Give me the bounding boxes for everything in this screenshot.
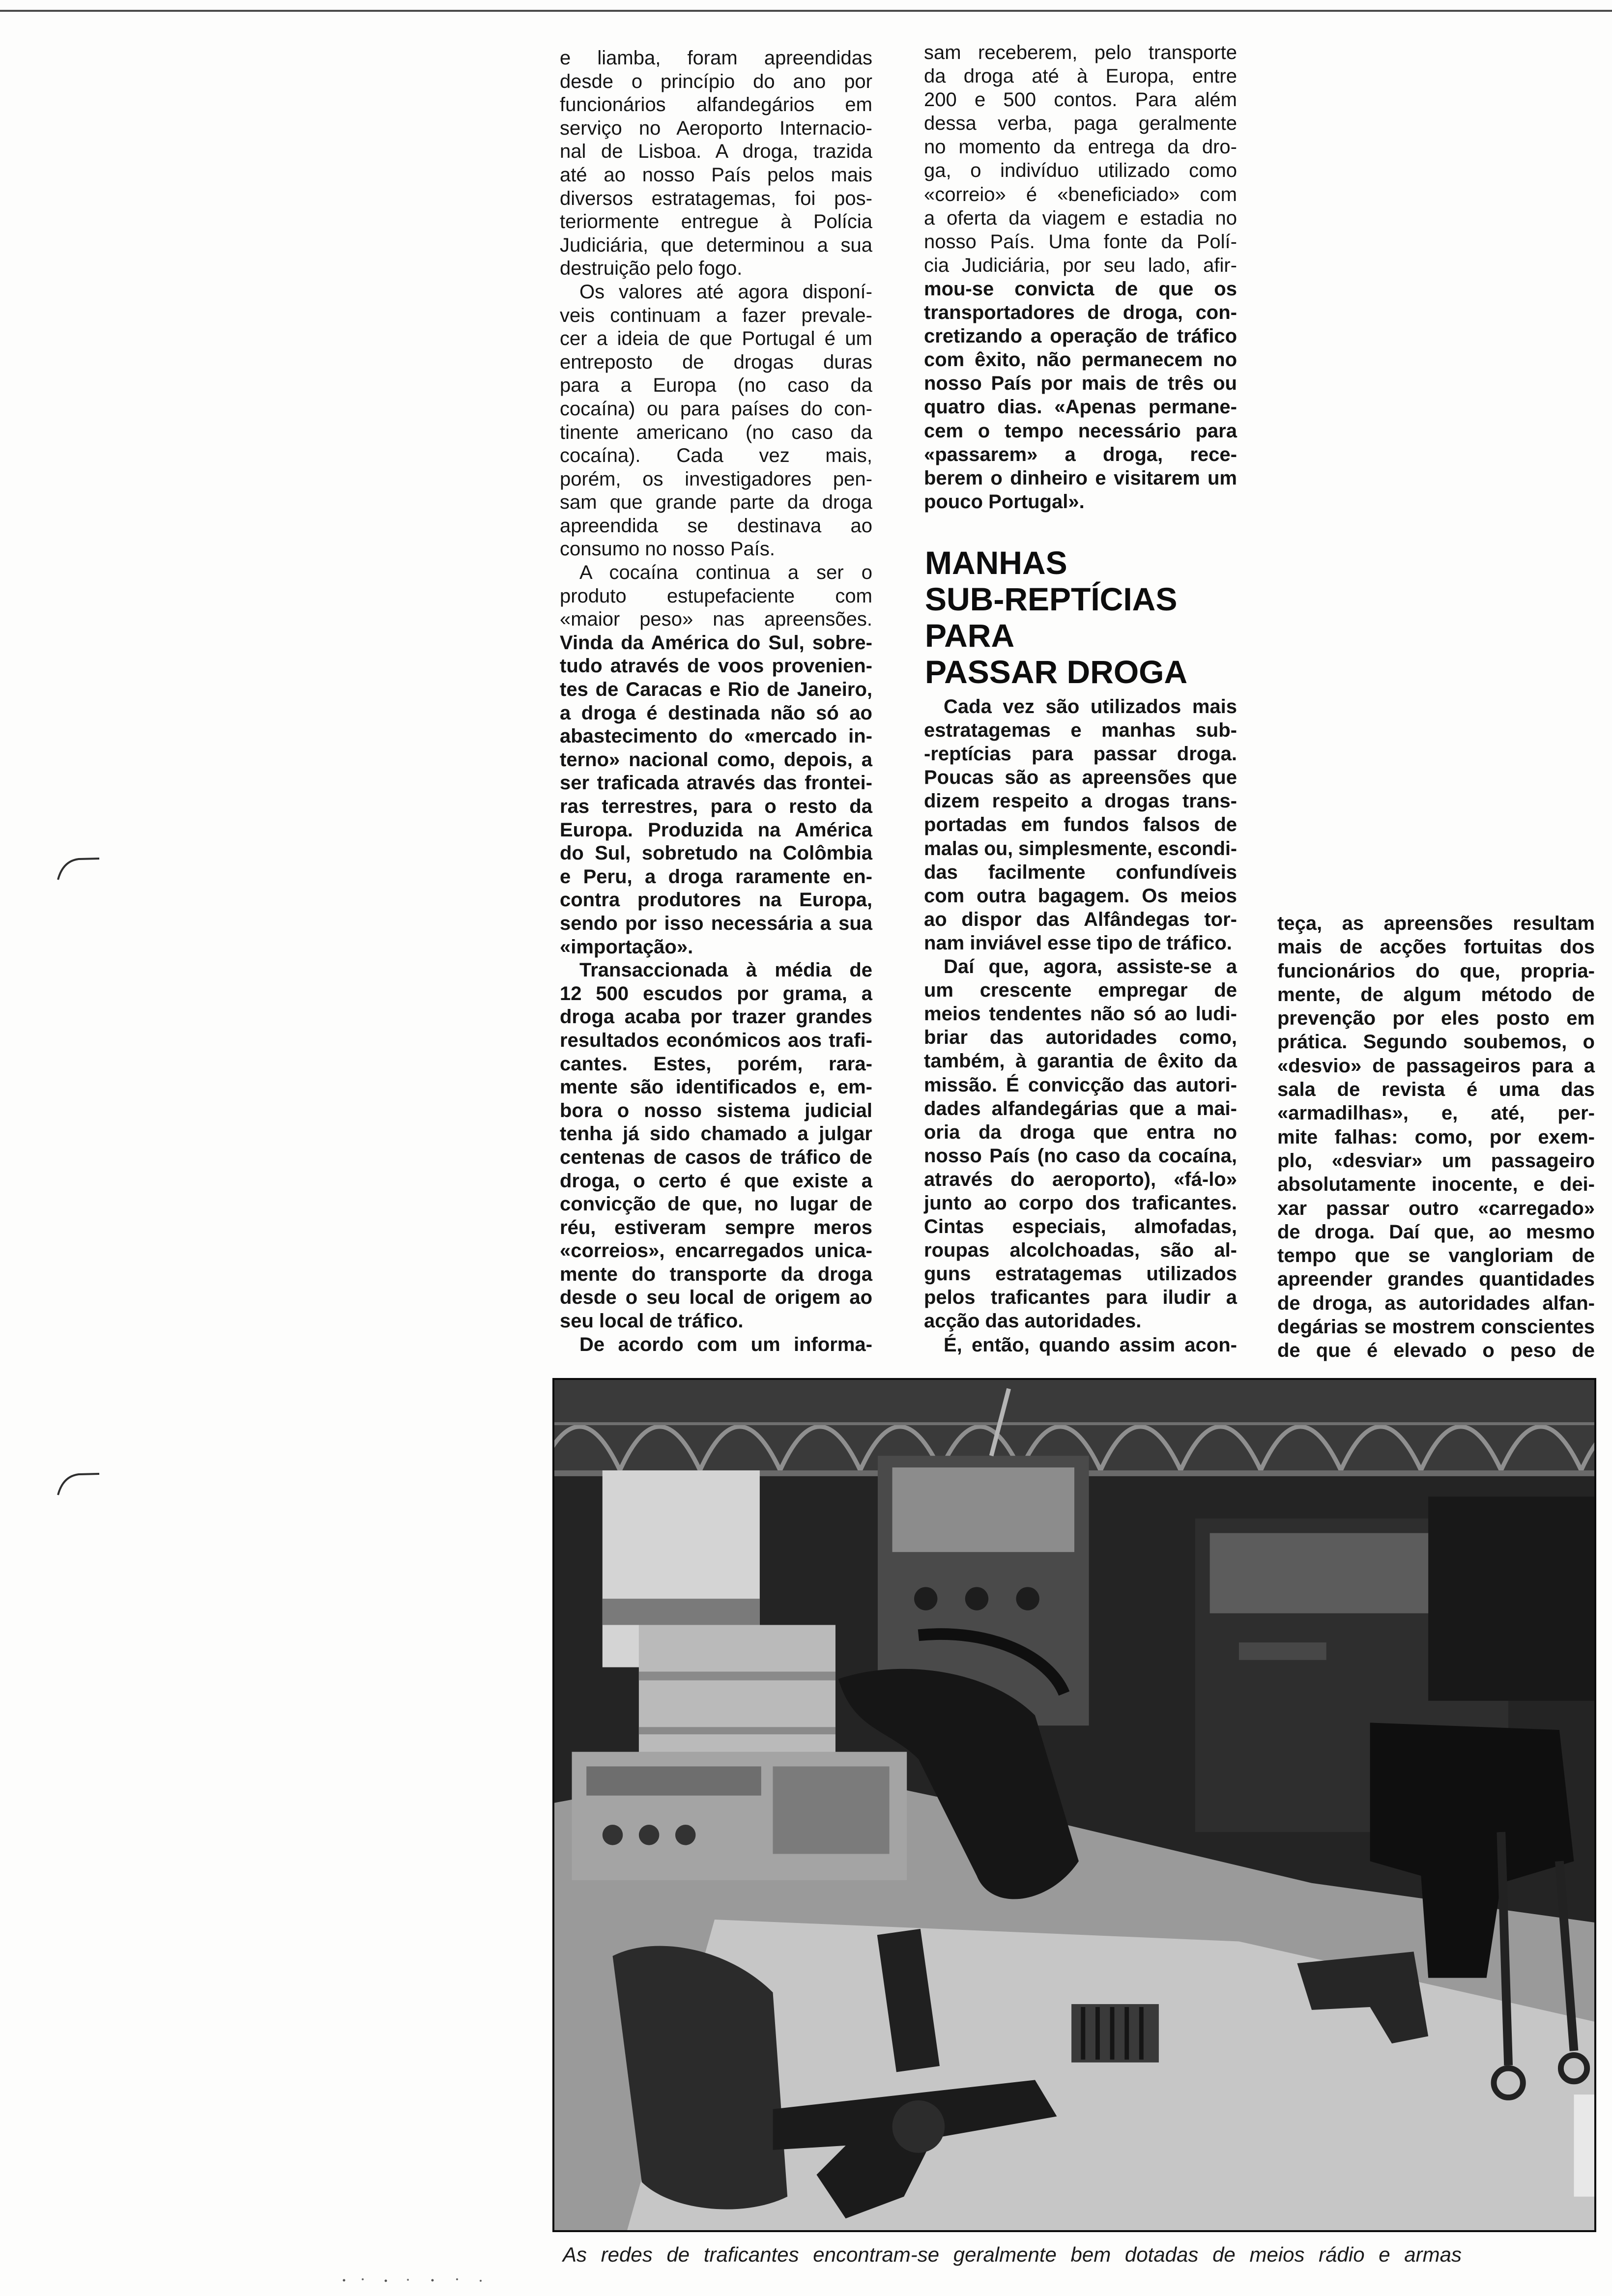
text-line-content: transportadores de droga, con- [924, 302, 1237, 324]
text-line-content: 200 e 500 contos. Para além [924, 89, 1237, 111]
text-line [924, 348, 1237, 372]
text-line [560, 93, 872, 117]
text-line [560, 1122, 872, 1146]
text-line-content: dizem respeito a drogas trans- [924, 790, 1237, 812]
text-line-content: e Peru, a droga raramente en- [560, 865, 872, 888]
text-line-content: ga, o indivíduo utilizado como [924, 160, 1237, 182]
text-line [560, 351, 872, 374]
text-line [1277, 983, 1595, 1006]
text-line [924, 1333, 1237, 1357]
text-line-content: De acordo com um informa- [579, 1333, 872, 1355]
text-line-content: plo, «desviar» um passageiro [1277, 1149, 1595, 1172]
text-line [924, 931, 1237, 955]
photo-caption-row [563, 2242, 1462, 2267]
text-line [560, 1029, 872, 1053]
text-line [560, 1170, 872, 1193]
text-line-content: desde o seu local de origem ao [560, 1287, 872, 1309]
text-line-content: de droga. Daí que, ao mesmo [1277, 1221, 1595, 1243]
text-line-content: xar passar outro «carregado» [1277, 1197, 1595, 1219]
text-line [560, 70, 872, 94]
text-line [924, 159, 1237, 182]
text-line-content: ao dispor das Alfândegas tor- [924, 908, 1237, 930]
text-line [924, 861, 1237, 884]
text-line-content: «correios», encarregados unica- [560, 1240, 872, 1262]
text-line-content: cantes. Estes, porém, rara- [560, 1053, 872, 1075]
text-line-content: cocaína). Cada vez mais, [560, 445, 872, 467]
text-line-content: 12 500 escudos por grama, a [560, 982, 872, 1004]
text-line [924, 1120, 1237, 1144]
text-line [560, 538, 872, 561]
ammunition-clip [1071, 2004, 1159, 2063]
text-line-content: centenas de casos de tráfico de [560, 1146, 872, 1168]
text-line [560, 819, 872, 842]
text-line [924, 324, 1237, 348]
text-line [1277, 1244, 1595, 1267]
text-line [924, 254, 1237, 277]
text-line [924, 813, 1237, 836]
text-line-content: produto estupefaciente com [560, 585, 872, 607]
text-line [924, 277, 1237, 301]
text-line [560, 655, 872, 678]
text-line-content: tudo através de voos provenien- [560, 655, 872, 677]
text-line-content: -reptícias para passar droga. [924, 743, 1237, 765]
text-line-content: seu local de tráfico. [560, 1310, 744, 1332]
text-line-content: portadas em fundos falsos de [924, 814, 1237, 836]
text-line [924, 490, 1237, 514]
text-line-content: consumo no nosso País. [560, 538, 776, 560]
text-line [560, 117, 872, 141]
text-line [924, 1026, 1237, 1049]
text-line-content: desde o princípio do ano por [560, 70, 872, 92]
text-line [924, 112, 1237, 135]
text-line-content: meios tendentes não só ao ludi- [924, 1003, 1237, 1025]
text-line [924, 1097, 1237, 1120]
text-line-content: nosso País (no caso da cocaína, [924, 1145, 1237, 1167]
text-line [560, 491, 872, 515]
text-line [560, 631, 872, 655]
text-line-content: cer a ideia de que Portugal é um [560, 328, 872, 350]
text-line [924, 789, 1237, 813]
headline-line: SUB-REPTÍCIAS [925, 581, 1178, 617]
text-line-content: sam que grande parte da droga [560, 491, 872, 514]
text-line [924, 1262, 1237, 1286]
text-line-content: Cintas especiais, almofadas, [924, 1216, 1237, 1238]
text-line [924, 742, 1237, 766]
text-line [1277, 1006, 1595, 1030]
text-line [560, 1146, 872, 1170]
text-line [924, 908, 1237, 931]
text-line [924, 1309, 1237, 1333]
text-line-content: acção das autoridades. [924, 1310, 1142, 1332]
text-line [1277, 1054, 1595, 1078]
text-line-content: briar das autoridades como, [924, 1027, 1237, 1049]
text-line-content: tempo que se vangloriam de [1277, 1245, 1595, 1267]
text-line-content: nosso País. Uma fonte da Polí- [924, 230, 1237, 253]
text-line-content: roupas alcolchoadas, são al- [924, 1239, 1237, 1262]
text-line [560, 210, 872, 234]
text-line [560, 865, 872, 889]
text-line-content: mou-se convicta de que os [924, 278, 1237, 300]
text-line [560, 1286, 872, 1310]
text-line-content: nosso País por mais de três ou [924, 373, 1237, 395]
article-column-2-top [924, 41, 1237, 514]
text-line-content: guns estratagemas utilizados [924, 1263, 1237, 1285]
headline-line: PARA [925, 617, 1015, 654]
text-line-content: Transaccionada à média de [579, 959, 872, 981]
text-line-content: droga acaba por trazer grandes [560, 1006, 872, 1028]
text-line-content: serviço no Aeroporto Internacio- [560, 117, 872, 139]
text-line [560, 1193, 872, 1216]
text-line-content: terno» nacional como, depois, a [560, 748, 872, 771]
text-line-content: Vinda da América do Sul, sobre- [560, 631, 872, 654]
control-panel [572, 1752, 907, 1880]
text-line-content: dessa verba, paga geralmente [924, 113, 1237, 135]
text-line-content: Judiciária, que determinou a sua [560, 234, 872, 256]
text-line [560, 959, 872, 982]
text-line-content: com outra bagagem. Os meios [924, 885, 1237, 907]
text-line [1277, 959, 1595, 983]
text-line-content: pouco Portugal». [924, 490, 1085, 513]
text-line-content: Europa. Produzida na América [560, 819, 872, 841]
text-line [560, 702, 872, 725]
text-line [1277, 1101, 1595, 1125]
text-line [924, 466, 1237, 490]
text-line-content: mente, de algum método de [1277, 983, 1595, 1005]
article-column-3 [1277, 912, 1595, 1363]
text-line-content: absolutamente inocente, e dei- [1277, 1174, 1595, 1196]
text-line [1277, 1030, 1595, 1054]
text-line [560, 842, 872, 865]
text-line-content: entreposto de drogas duras [560, 351, 872, 373]
text-line-content: Daí que, agora, assiste-se a [944, 956, 1237, 978]
text-line [924, 1002, 1237, 1026]
text-line-content: tes de Caracas e Rio de Janeiro, [560, 679, 872, 701]
text-line-content: droga, o certo é que existe a [560, 1170, 872, 1192]
text-line-content: ras terrestres, para o resto da [560, 796, 872, 817]
section-headline [925, 545, 1187, 690]
news-photo [552, 1378, 1596, 2232]
text-line [1277, 1267, 1595, 1291]
text-line-content: quatro dias. «Apenas permane- [924, 396, 1237, 418]
headline-line: PASSAR DROGA [925, 654, 1188, 690]
text-line-content: réu, estiveram sempre meros [560, 1216, 872, 1238]
text-line-content: mais de acções fortuitas dos [1277, 936, 1595, 958]
text-line [560, 1216, 872, 1240]
text-line [560, 421, 872, 445]
text-line [560, 187, 872, 211]
text-line-content: também, à garantia de êxito da [924, 1050, 1237, 1072]
text-line-content: convicção de que, no lugar de [560, 1193, 872, 1215]
text-line [924, 718, 1237, 742]
text-line [560, 1263, 872, 1287]
text-line-content: «correio» é «beneficiado» com [924, 183, 1237, 205]
text-line [924, 183, 1237, 206]
text-line [560, 725, 872, 748]
text-line-content: resultados económicos aos trafi- [560, 1029, 872, 1051]
text-line-content: no momento da entrega da dro- [924, 136, 1237, 158]
text-line [924, 230, 1237, 254]
text-line [1277, 1197, 1595, 1220]
text-line-content: missão. É convicção das autori- [924, 1074, 1237, 1096]
text-line [560, 561, 872, 585]
article-column-2-bottom [924, 695, 1237, 1357]
text-line-content: veis continuam a fazer prevale- [560, 304, 872, 326]
text-line [1277, 1149, 1595, 1173]
text-line [560, 515, 872, 538]
text-line [560, 608, 872, 631]
text-line-content: destruição pelo fogo. [560, 258, 743, 280]
text-line [1277, 1315, 1595, 1339]
photo-image [554, 1380, 1594, 2230]
text-line-content: cretizando a operação de tráfico [924, 325, 1237, 347]
text-line-content: tenha já sido chamado a julgar [560, 1123, 872, 1145]
text-line [560, 1005, 872, 1029]
text-line-content: a droga é destinada não só ao [560, 702, 872, 724]
page-top-rule [0, 10, 1612, 12]
text-line [924, 372, 1237, 395]
text-line [560, 234, 872, 258]
text-line [924, 1286, 1237, 1309]
text-line [560, 1053, 872, 1076]
text-line [924, 955, 1237, 978]
text-line-content: um crescente empregar de [924, 979, 1237, 1002]
text-line-content: mente são identificados e, em- [560, 1076, 872, 1098]
text-line [924, 766, 1237, 789]
text-line-content: sam receberem, pelo transporte [924, 42, 1237, 63]
text-line [560, 982, 872, 1006]
text-line-content: cocaína) ou para países do con- [560, 398, 872, 420]
text-line [560, 1239, 872, 1263]
text-line-content: com êxito, não permanecem no [924, 349, 1237, 371]
text-line [1277, 1078, 1595, 1101]
text-line [560, 444, 872, 468]
text-line [924, 41, 1237, 64]
text-line-content: para a Europa (no caso da [560, 374, 872, 397]
text-line-content: do Sul, sobretudo na Colômbia [560, 842, 872, 864]
text-line-content: das facilmente confundíveis [924, 861, 1237, 883]
text-line-content: «maior peso» nas apreensões. [560, 608, 872, 631]
text-line-content: É, então, quando assim acon- [944, 1334, 1237, 1356]
text-line-content: berem o dinheiro e visitarem um [924, 467, 1237, 489]
text-line-content: contra produtores na Europa, [560, 889, 872, 911]
text-line [560, 47, 872, 70]
text-line [924, 301, 1237, 324]
text-line [924, 395, 1237, 419]
text-line-content: da droga até à Europa, entre [924, 65, 1237, 87]
text-line-content: dades alfandegárias que a mai- [924, 1097, 1237, 1119]
text-line [560, 1333, 872, 1357]
text-line-content: mite falhas: como, por exem- [1277, 1126, 1595, 1148]
text-line [560, 1076, 872, 1099]
margin-mark [55, 1469, 102, 1499]
text-line [924, 1073, 1237, 1097]
text-line [924, 884, 1237, 908]
text-line-content: diversos estratagemas, foi pos- [560, 187, 872, 209]
text-line-content: ser traficada através das frontei- [560, 772, 872, 794]
text-line [924, 1238, 1237, 1262]
text-line-content: mente do transporte da droga [560, 1263, 872, 1285]
text-line [560, 1310, 872, 1333]
text-line [924, 837, 1237, 861]
text-line-content: oria da droga que entra no [924, 1121, 1237, 1143]
text-line [924, 1168, 1237, 1191]
text-line [924, 1049, 1237, 1073]
text-line [560, 795, 872, 819]
text-line [560, 748, 872, 772]
text-line [560, 257, 872, 281]
text-line [560, 1099, 872, 1123]
text-line-content: degárias se mostrem conscientes [1277, 1316, 1595, 1338]
photo-caption: As redes de traficantes encontram-se geralmente bem dotadas de meios rádio e armas [563, 2243, 1462, 2266]
text-line-content: Poucas são as apreensões que [924, 767, 1237, 789]
text-line [560, 140, 872, 164]
text-line-content: prevenção por eles posto em [1277, 1007, 1595, 1030]
text-line-content: de que é elevado o peso de [1277, 1340, 1595, 1362]
text-line [560, 912, 872, 936]
text-line [924, 1191, 1237, 1215]
text-line [1277, 912, 1595, 935]
text-line [560, 772, 872, 795]
text-line [560, 281, 872, 304]
text-line-content: apreender grandes quantidades [1277, 1268, 1595, 1291]
text-line-content: junto ao corpo dos traficantes. [924, 1192, 1237, 1214]
text-line-content: nal de Lisboa. A droga, trazida [560, 141, 872, 163]
text-line-content: teriormente entregue à Polícia [560, 211, 872, 233]
text-line-content: A cocaína continua a ser o [579, 562, 872, 584]
text-line-content: sendo por isso necessária a sua [560, 912, 872, 934]
text-line [560, 889, 872, 912]
text-line-content: de droga, as autoridades alfan- [1277, 1292, 1595, 1314]
text-line [924, 978, 1237, 1002]
text-line-content: através do aeroporto), «fá-lo» [924, 1168, 1237, 1190]
text-line-content: «armadilhas», e, até, per- [1277, 1102, 1595, 1124]
text-line [924, 88, 1237, 112]
text-line-content: bora o nosso sistema judicial [560, 1099, 872, 1121]
text-line [560, 398, 872, 421]
text-line-content: cia Judiciária, por seu lado, afir- [924, 254, 1237, 276]
text-line [560, 374, 872, 398]
text-line-content: pelos traficantes para iludir a [924, 1287, 1237, 1309]
text-line [560, 327, 872, 351]
text-line [1277, 1339, 1595, 1362]
headline-line: MANHAS [925, 545, 1067, 581]
text-line [560, 936, 872, 959]
text-line-content: e liamba, foram apreendidas [560, 47, 872, 69]
text-line-content: apreendida se destinava ao [560, 515, 872, 537]
text-line [1277, 1220, 1595, 1244]
text-line [924, 1144, 1237, 1168]
text-line [560, 678, 872, 702]
text-line [924, 419, 1237, 443]
text-line-content: até ao nosso País pelos mais [560, 164, 872, 186]
margin-mark [55, 854, 102, 884]
text-line [924, 443, 1237, 466]
text-line [924, 135, 1237, 159]
text-line [1277, 935, 1595, 959]
scan-specks [339, 2274, 487, 2286]
text-line-content: «desvio» de passageiros para a [1277, 1055, 1595, 1077]
text-line [924, 206, 1237, 230]
text-line-content: malas ou, simplesmente, escondi- [924, 837, 1237, 860]
text-line [560, 468, 872, 491]
text-line [1277, 1125, 1595, 1149]
text-line-content: Cada vez são utilizados mais [944, 696, 1237, 718]
text-line [924, 64, 1237, 88]
text-line [924, 1215, 1237, 1238]
text-line-content: tinente americano (no caso da [560, 421, 872, 443]
text-line-content: funcionários alfandegários em [560, 94, 872, 116]
text-line-content: nam inviável esse tipo de tráfico. [924, 932, 1232, 954]
text-line-content: teça, as apreensões resultam [1277, 913, 1595, 934]
text-line-content: porém, os investigadores pen- [560, 468, 872, 490]
text-line [1277, 1292, 1595, 1315]
text-line-content: a oferta da viagem e estadia no [924, 207, 1237, 229]
text-line-content: estratagemas e manhas sub- [924, 719, 1237, 742]
paper-tag [1574, 2095, 1594, 2197]
text-line-content: «passarem» a droga, rece- [924, 443, 1237, 465]
text-line [560, 585, 872, 608]
text-line-content: sala de revista é uma das [1277, 1079, 1595, 1101]
text-line [560, 304, 872, 328]
text-line-content: cem o tempo necessário para [924, 420, 1237, 442]
article-column-1 [560, 47, 872, 1356]
text-line-content: «importação». [560, 936, 693, 958]
text-line-content: Os valores até agora disponí- [579, 281, 872, 303]
text-line-content: prática. Segundo soubemos, o [1277, 1031, 1595, 1053]
text-line-content: funcionários do que, propria- [1277, 960, 1595, 982]
text-line-content: abastecimento do «mercado in- [560, 725, 872, 747]
text-line [924, 695, 1237, 718]
text-line [1277, 1173, 1595, 1196]
text-line [560, 164, 872, 187]
